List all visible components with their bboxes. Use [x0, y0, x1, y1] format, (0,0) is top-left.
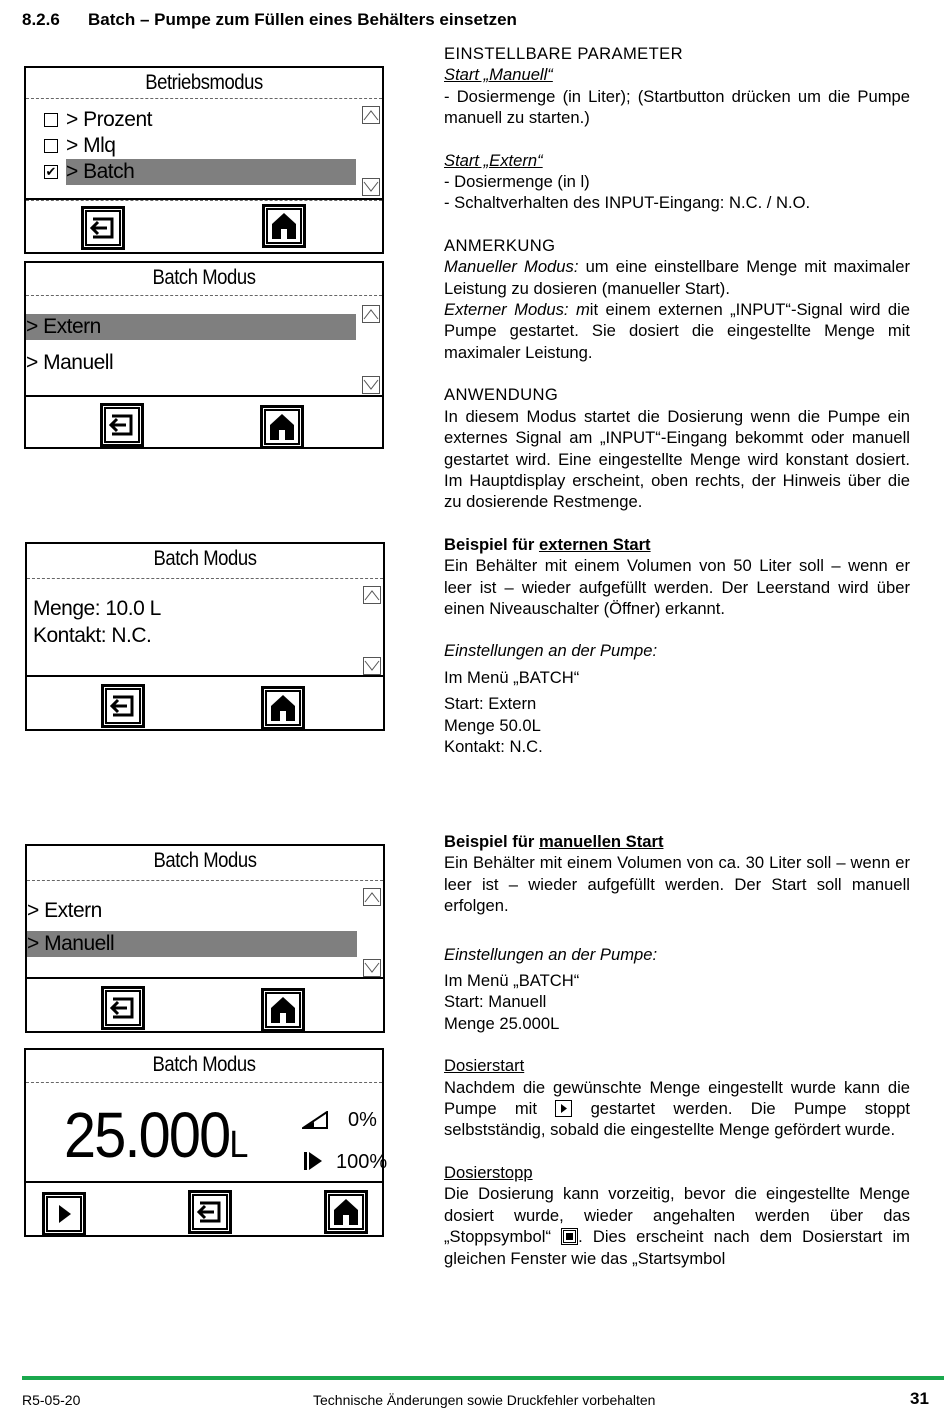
scroll-down-icon[interactable]	[362, 376, 380, 394]
screen-batch-modus-extern	[24, 261, 384, 449]
speed-icon	[303, 1151, 323, 1171]
example2-menu: Im Menü „BATCH“	[444, 971, 580, 991]
footer-rule	[22, 1376, 944, 1380]
menu-item-mlq[interactable]: > Mlq	[66, 134, 116, 157]
example1-settings-title: Einstellungen an der Pumpe:	[444, 641, 658, 661]
screen-betriebsmodus	[24, 66, 384, 254]
screen-batch-modus-main	[24, 1048, 388, 1237]
menu-item-prozent[interactable]: > Prozent	[66, 108, 152, 131]
scroll-up-icon[interactable]	[363, 888, 381, 906]
checkbox-prozent[interactable]	[44, 113, 58, 127]
back-icon[interactable]	[188, 1190, 232, 1234]
kontakt-value: Kontakt: N.C.	[33, 624, 152, 647]
back-icon[interactable]	[81, 206, 125, 250]
text-example2	[444, 831, 910, 1269]
start-symbol-icon	[555, 1100, 572, 1117]
menu-item-manuell[interactable]: > Manuell	[27, 931, 357, 957]
note-title: ANMERKUNG	[444, 235, 556, 255]
menu-item-extern[interactable]: > Extern	[26, 314, 356, 340]
example2-setting-start: Start: Manuell	[444, 992, 547, 1012]
scroll-up-icon[interactable]	[362, 106, 380, 124]
footer-code: R5-05-20	[22, 1392, 81, 1408]
start-extern-line2: - Schaltverhalten des INPUT-Eingang: N.C. / N.O.	[444, 193, 811, 213]
scroll-down-icon[interactable]	[362, 178, 380, 196]
level-icon	[302, 1111, 328, 1129]
scroll-up-icon[interactable]	[363, 586, 381, 604]
menu-item-extern[interactable]: > Extern	[27, 899, 102, 922]
screen-title: Batch Modus	[153, 849, 257, 872]
example2-text: Ein Behälter mit einem Volumen von ca. 30 Liter soll – wenn er leer ist – wieder aufgefüllt werden. Der Start soll manuell erfolgen.	[444, 853, 910, 916]
params-title: EINSTELLBARE PARAMETER	[444, 44, 684, 63]
back-icon[interactable]	[101, 684, 145, 728]
home-icon[interactable]	[324, 1190, 368, 1234]
use-title: ANWENDUNG	[444, 385, 559, 405]
start-extern-line1: - Dosiermenge (in l)	[444, 172, 590, 192]
page-number: 31	[910, 1389, 929, 1408]
checkbox-mlq[interactable]	[44, 139, 58, 153]
dose-amount-value: 25.000	[64, 1099, 230, 1171]
example1-menu: Im Menü „BATCH“	[444, 667, 580, 687]
home-icon[interactable]	[261, 988, 305, 1032]
dose-amount-display	[64, 1100, 248, 1180]
home-icon[interactable]	[262, 204, 306, 248]
use-text: In diesem Modus startet die Dosierung wenn die Pumpe ein externes Signal am „INPUT“-Eingang bekommt oder manuell gestartet wird. Eine eingestellte Menge wird konstant dosiert. Im Hauptdisplay erscheint, oben rechts, der Hinweis über die zu dosierende Restmenge.	[444, 406, 910, 512]
start-extern-title: Start „Extern“	[444, 150, 543, 170]
back-icon[interactable]	[100, 403, 144, 447]
section-heading	[22, 10, 517, 30]
dose-amount-unit: L	[229, 1124, 249, 1166]
menu-item-batch[interactable]: > Batch	[66, 159, 356, 185]
play-icon[interactable]	[42, 1192, 86, 1236]
dosierstart-title: Dosierstart	[444, 1056, 525, 1076]
screen-title: Batch Modus	[152, 1053, 256, 1076]
example1-setting-kontakt: Kontakt: N.C.	[444, 736, 543, 756]
dosierstopp-text: Die Dosierung kann vorzeitig, bevor die eingestellte Menge dosiert wurde, wieder angehalten werden über das „Stoppsymbol“ . Dies erscheint nach dem Dosierstart im gleichen Fenster wie das „Startsymbol	[444, 1184, 910, 1268]
scroll-down-icon[interactable]	[363, 959, 381, 977]
screen-batch-modus-settings	[25, 542, 385, 731]
note-extern: Externer Modus: mit einem externen „INPUT“-Signal wird die Pumpe gestartet. Sie dosiert die eingestellte Menge mit maximaler Leistung.	[444, 300, 911, 362]
example1-setting-start: Start: Extern	[444, 694, 537, 714]
home-icon[interactable]	[260, 405, 304, 449]
checkbox-batch[interactable]: ✔	[45, 164, 57, 179]
start-manual-text: - Dosiermenge (in Liter); (Startbutton drücken um die Pumpe manuell zu starten.)	[444, 86, 910, 128]
back-icon[interactable]	[101, 986, 145, 1030]
example2-settings-title: Einstellungen an der Pumpe:	[444, 944, 658, 964]
menu-item-manuell[interactable]: > Manuell	[26, 351, 114, 374]
example1-setting-menge: Menge 50.0L	[444, 715, 541, 735]
speed-percent: 100%	[336, 1151, 388, 1173]
start-manual-title: Start „Manuell“	[444, 65, 553, 85]
screen-batch-modus-manuell	[25, 844, 385, 1033]
home-icon[interactable]	[261, 686, 305, 730]
footer-note: Technische Änderungen sowie Druckfehler vorbehalten	[313, 1392, 656, 1408]
screen-title: Betriebsmodus	[145, 71, 263, 94]
note-manual: Manueller Modus: um eine einstellbare Menge mit maximaler Leistung zu dosieren (manueller Start).	[444, 257, 910, 298]
menge-value: Menge: 10.0 L	[33, 597, 161, 620]
stop-symbol-icon	[561, 1228, 578, 1245]
example1-title: Beispiel für externen Start	[444, 534, 651, 554]
section-number: 8.2.6	[22, 10, 60, 29]
text-params	[444, 43, 910, 757]
example2-setting-menge: Menge 25.000L	[444, 1013, 560, 1033]
example2-title: Beispiel für manuellen Start	[444, 832, 664, 851]
scroll-up-icon[interactable]	[362, 305, 380, 323]
section-title: Batch – Pumpe zum Füllen eines Behälters einsetzen	[88, 10, 517, 29]
level-percent: 0%	[348, 1109, 377, 1131]
scroll-down-icon[interactable]	[363, 657, 381, 675]
screen-title: Batch Modus	[152, 266, 256, 289]
screen-title: Batch Modus	[153, 547, 257, 570]
dosierstart-text: Nachdem die gewünschte Menge eingestellt wurde kann die Pumpe mit gestartet werden. Die Pumpe stoppt selbstständig, sobald die eingestellte Menge gefördert wurde.	[444, 1077, 910, 1140]
dosierstopp-title: Dosierstopp	[444, 1162, 533, 1182]
example1-text: Ein Behälter mit einem Volumen von 50 Liter soll – wenn er leer ist – wieder aufgefüllt werden. Der Leerstand wird über einen Niveauschalter (Öffner) erkannt.	[444, 556, 910, 618]
